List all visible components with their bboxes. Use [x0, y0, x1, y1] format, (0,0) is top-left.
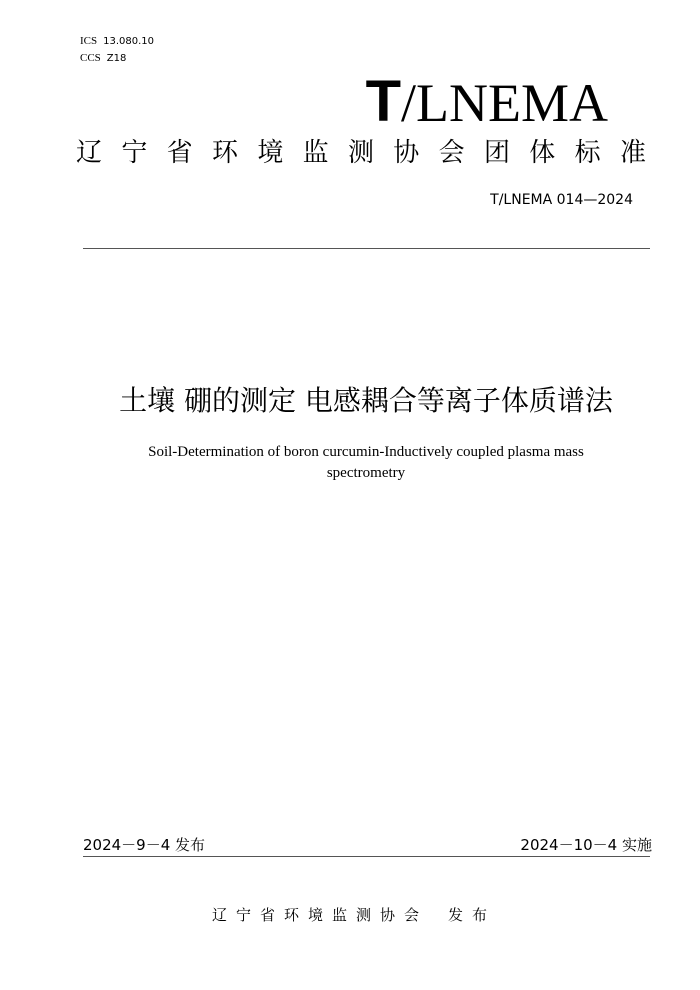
org-char: 辽 — [76, 138, 103, 168]
top-divider — [83, 248, 650, 249]
implement-date: 2024－10－4 实施 — [520, 836, 652, 854]
org-char: 团 — [483, 138, 510, 168]
org-char: 境 — [257, 138, 284, 168]
org-char: 准 — [619, 138, 646, 168]
org-char: 标 — [574, 138, 601, 168]
org-char: 宁 — [121, 138, 148, 168]
english-title: Soil-Determination of boron curcumin-Inductively coupled plasma mass spectrometry — [148, 444, 584, 481]
chinese-title: 土壤 硼的测定 电感耦合等离子体质谱法 — [119, 384, 613, 417]
issuer-footer — [212, 905, 496, 925]
org-char: 监 — [302, 138, 329, 168]
issuer-action: 发布 — [448, 906, 497, 924]
org-char: 省 — [166, 138, 193, 168]
publish-date: 2024－9－4 发布 — [83, 836, 206, 854]
ics-value: 13.080.10 — [103, 36, 155, 47]
ics-code — [80, 34, 154, 49]
standard-logo — [366, 70, 608, 135]
ccs-label: CCS — [80, 52, 101, 64]
org-char: 体 — [529, 138, 556, 168]
bottom-divider — [83, 856, 650, 857]
logo-rest: /LNEMA — [401, 73, 608, 133]
org-char: 环 — [211, 138, 238, 168]
logo-t: T — [365, 69, 402, 134]
organization-name — [76, 136, 646, 170]
ccs-code — [80, 51, 126, 66]
org-char: 会 — [438, 138, 465, 168]
document-number: T/LNEMA 014—2024 — [490, 192, 633, 208]
issuer-name: 辽宁省环境监测协会 — [212, 906, 429, 924]
ics-label: ICS — [80, 35, 98, 47]
ccs-value: Z18 — [106, 53, 127, 64]
org-char: 测 — [347, 138, 374, 168]
org-char: 协 — [393, 138, 420, 168]
